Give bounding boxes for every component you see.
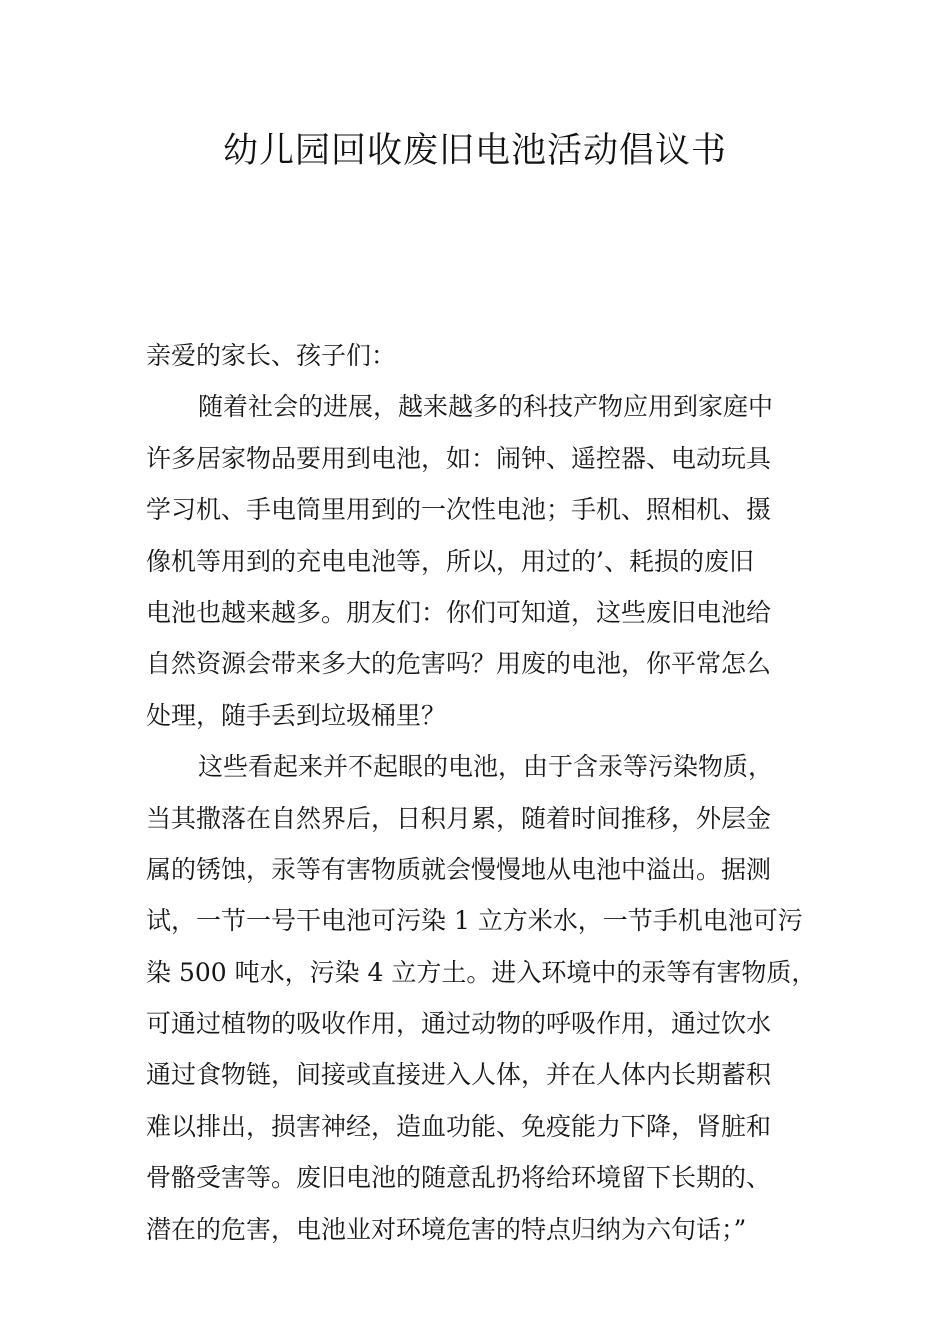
paragraph-1-line: 像机等用到的充电电池等，所以，用过的’、耗损的废旧 [146,546,754,576]
paragraph-2-line: 染 500 吨水，污染 4 立方土。进入环境中的汞等有害物质， [146,957,817,987]
paragraph-2-line: 通过食物链，间接或直接进入人体，并在人体内长期蓄积 [146,1060,772,1090]
paragraph-2-line: 难以排出，损害神经，造血功能、免疫能力下降，肾脏和 [146,1111,772,1141]
paragraph-1-line: 电池也越来越多。朋友们：你们可知道，这些废旧电池给 [146,597,772,627]
paragraph-1-line: 许多居家物品要用到电池，如：闹钟、遥控器、电动玩具 [146,443,772,473]
paragraph-1-line: 自然资源会带来多大的危害吗？用废的电池，你平常怎么 [146,649,772,679]
paragraph-2-line: 这些看起来并不起眼的电池，由于含汞等污染物质， [198,752,774,782]
paragraph-1-line: 处理，随手丢到垃圾桶里？ [146,700,447,730]
paragraph-2-line: 当其撒落在自然界后，日积月累，随着时间推移，外层金 [146,803,772,833]
paragraph-1-line: 学习机、手电筒里用到的一次性电池；手机、照相机、摄 [146,495,772,525]
document-title: 幼儿园回收废旧电池活动倡议书 [222,131,727,171]
paragraph-2-line: 试，一节一号干电池可污染 1 立方米水，一节手机电池可污 [146,906,803,936]
document-body [146,330,817,1255]
salutation: 亲爱的家长、孩子们： [146,341,397,370]
paragraph-2-line: 骨骼受害等。废旧电池的随意乱扔将给环境留下长期的、 [146,1163,772,1193]
paragraph-2-line: 潜在的危害，电池业对环境危害的特点归纳为六句话；” [146,1214,747,1244]
paragraph-2-line: 可通过植物的吸收作用，通过动物的呼吸作用，通过饮水 [146,1009,772,1039]
paragraph-1-line: 随着社会的进展，越来越多的科技产物应用到家庭中 [198,392,774,422]
paragraph-2-line: 属的锈蚀，汞等有害物质就会慢慢地从电池中溢出。据测 [146,854,772,884]
